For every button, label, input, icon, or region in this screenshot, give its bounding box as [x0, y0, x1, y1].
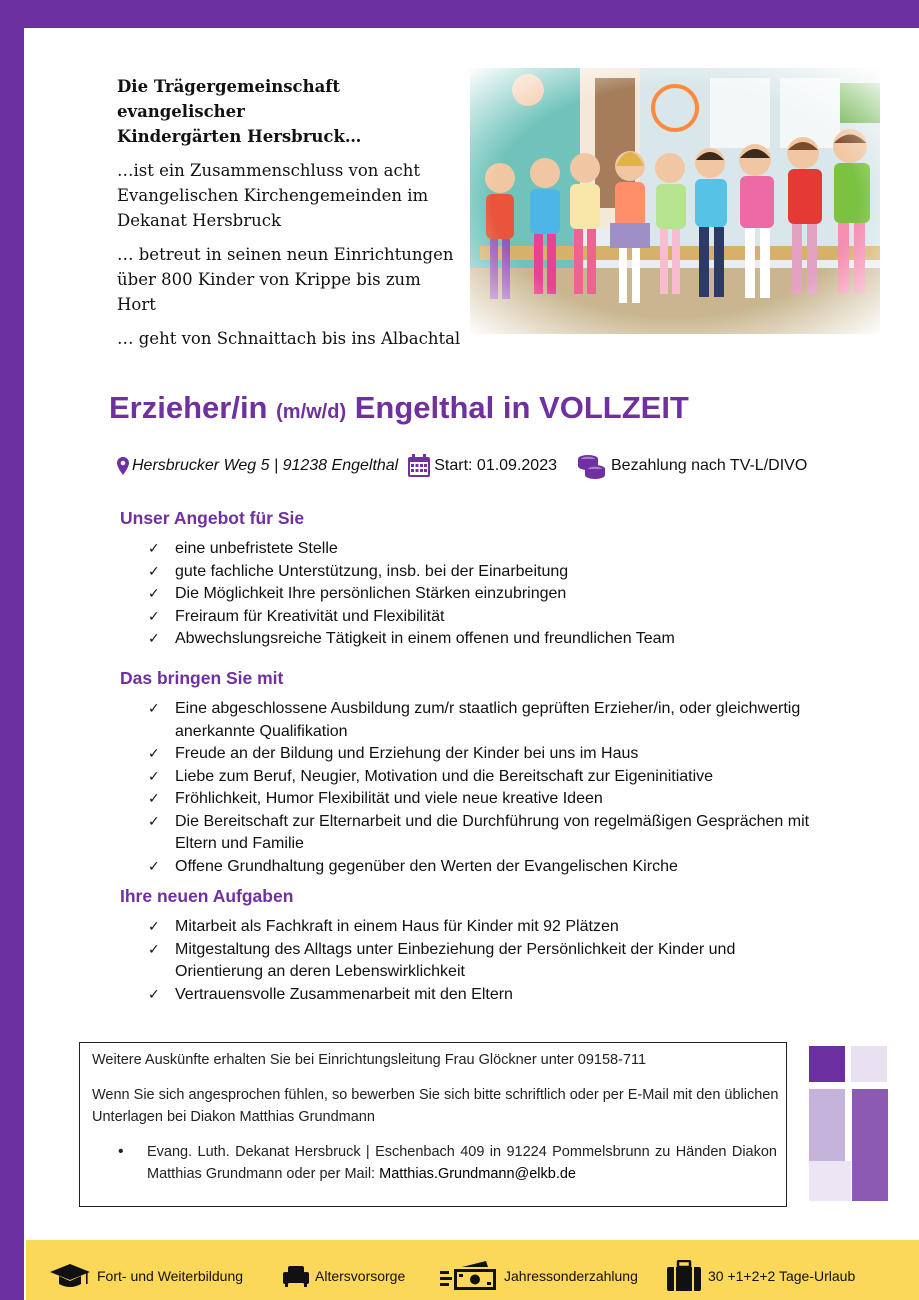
benefit-label: Altersvorsorge: [315, 1268, 406, 1284]
offer-item: ✓ Abwechslungsreiche Tätigkeit in einem offenen und freundlichen Team: [148, 628, 848, 651]
benefit-pension: [283, 1258, 405, 1294]
offer-heading: Unser Angebot für Sie: [120, 508, 305, 528]
requirements-list: [148, 698, 848, 878]
job-pay: Bezahlung nach TV-L/DIVO: [611, 457, 808, 474]
offer-item: ✓ eine unbefristete Stelle: [148, 538, 848, 561]
job-meta-row: [117, 452, 807, 480]
intro-title-line-1: Die Trägergemeinschaft evangelischer: [117, 77, 341, 121]
left-frame-bar: [0, 0, 24, 1300]
bullet-dot-icon: •: [118, 1143, 124, 1160]
offer-item: ✓ Freiraum für Kreativität und Flexibilität: [148, 606, 848, 629]
requirement-item: ✓ Die Bereitschaft zur Elternarbeit und die Durchführung von regelmäßigen Gesprächen mit Eltern und Familie: [148, 811, 848, 856]
intro-paragraph-2: … betreut in seinen neun Einrichtungen über 800 Kinder von Krippe bis zum Hort: [117, 245, 454, 314]
children-photo: [470, 68, 880, 334]
job-address: Hersbrucker Weg 5 | 91238 Engelthal: [132, 457, 399, 474]
intro-title: [117, 74, 462, 149]
intro-title-line-2: Kindergärten Hersbruck…: [117, 127, 362, 146]
benefit-bonus: [440, 1258, 638, 1294]
benefit-vacation: [666, 1258, 855, 1294]
benefit-label: 30 +1+2+2 Tage-Urlaub: [708, 1268, 856, 1284]
intro-block: [117, 74, 462, 360]
coins-icon: [577, 452, 607, 480]
intro-paragraph-1: …ist ein Zusammenschluss von acht Evangelischen Kirchengemeinden im Dekanat Hersbruck: [117, 161, 429, 230]
offer-list: [148, 538, 848, 651]
graduation-cap-icon: [49, 1262, 97, 1290]
benefit-label: Jahressonderzahlung: [504, 1268, 638, 1284]
requirement-item: ✓ Liebe zum Beruf, Neugier, Motivation und die Bereitschaft zur Eigeninitiative: [148, 766, 848, 789]
tasks-heading: Ihre neuen Aufgaben: [120, 886, 294, 906]
task-item: ✓ Mitgestaltung des Alltags unter Einbeziehung der Persönlichkeit der Kinder und Orientierung an deren Lebenswirklichkeit: [148, 939, 788, 984]
offer-item: ✓ Die Möglichkeit Ihre persönlichen Stärken einzubringen: [148, 583, 848, 606]
offer-item: ✓ gute fachliche Unterstützung, insb. bei der Einarbeitung: [148, 561, 848, 584]
job-title: [109, 390, 689, 426]
job-title-gender: (m/w/d): [276, 401, 347, 423]
intro-paragraph-3: … geht von Schnaittach bis ins Albachtal: [117, 329, 461, 348]
tasks-list: [148, 916, 788, 1006]
requirement-item: ✓ Offene Grundhaltung gegenüber den Werten der Evangelischen Kirche: [148, 856, 848, 879]
task-item: ✓ Vertrauensvolle Zusammenarbeit mit den Eltern: [148, 984, 788, 1007]
job-title-location: Engelthal in VOLLZEIT: [354, 390, 689, 425]
top-frame-bar: [0, 0, 919, 28]
money-icon: [440, 1260, 504, 1292]
map-pin-icon: [117, 457, 129, 475]
requirement-item: ✓ Eine abgeschlossene Ausbildung zum/r staatlich geprüften Erzieher/in, oder gleichwertig anerkannte Qualifikation: [148, 698, 848, 743]
job-title-main: Erzieher/in: [109, 390, 268, 425]
task-item: ✓ Mitarbeit als Fachkraft in einem Haus für Kinder mit 92 Plätzen: [148, 916, 788, 939]
benefit-training: [49, 1258, 243, 1294]
requirements-heading: Das bringen Sie mit: [120, 668, 284, 688]
requirement-item: ✓ Fröhlichkeit, Humor Flexibilität und viele neue kreative Ideen: [148, 788, 848, 811]
job-start-date: Start: 01.09.2023: [434, 457, 557, 474]
suitcase-icon: [666, 1260, 708, 1292]
contact-address-text: Evang. Luth. Dekanat Hersbruck | Eschenbach 409 in 91224 Pommelsbrunn zu Händen Diakon Matthias Grundmann oder per Mail:: [147, 1144, 777, 1182]
contact-email-link[interactable]: Matthias.Grundmann@elkb.de: [379, 1166, 576, 1182]
calendar-icon: [407, 454, 431, 478]
contact-address: [147, 1141, 777, 1185]
requirement-item: ✓ Freude an der Bildung und Erziehung der Kinder bei uns im Haus: [148, 743, 848, 766]
contact-apply: Wenn Sie sich angesprochen fühlen, so bewerben Sie sich bitte schriftlich oder per E-Mail mit den üblichen Unterlagen bei Diakon Matthias Grundmann: [92, 1087, 779, 1125]
benefit-label: Fort- und Weiterbildung: [97, 1268, 244, 1284]
armchair-icon: [283, 1264, 315, 1288]
contact-box: [79, 1042, 787, 1207]
contact-info: Weitere Auskünfte erhalten Sie bei Einrichtungsleitung Frau Glöckner unter 09158-711: [92, 1052, 647, 1068]
